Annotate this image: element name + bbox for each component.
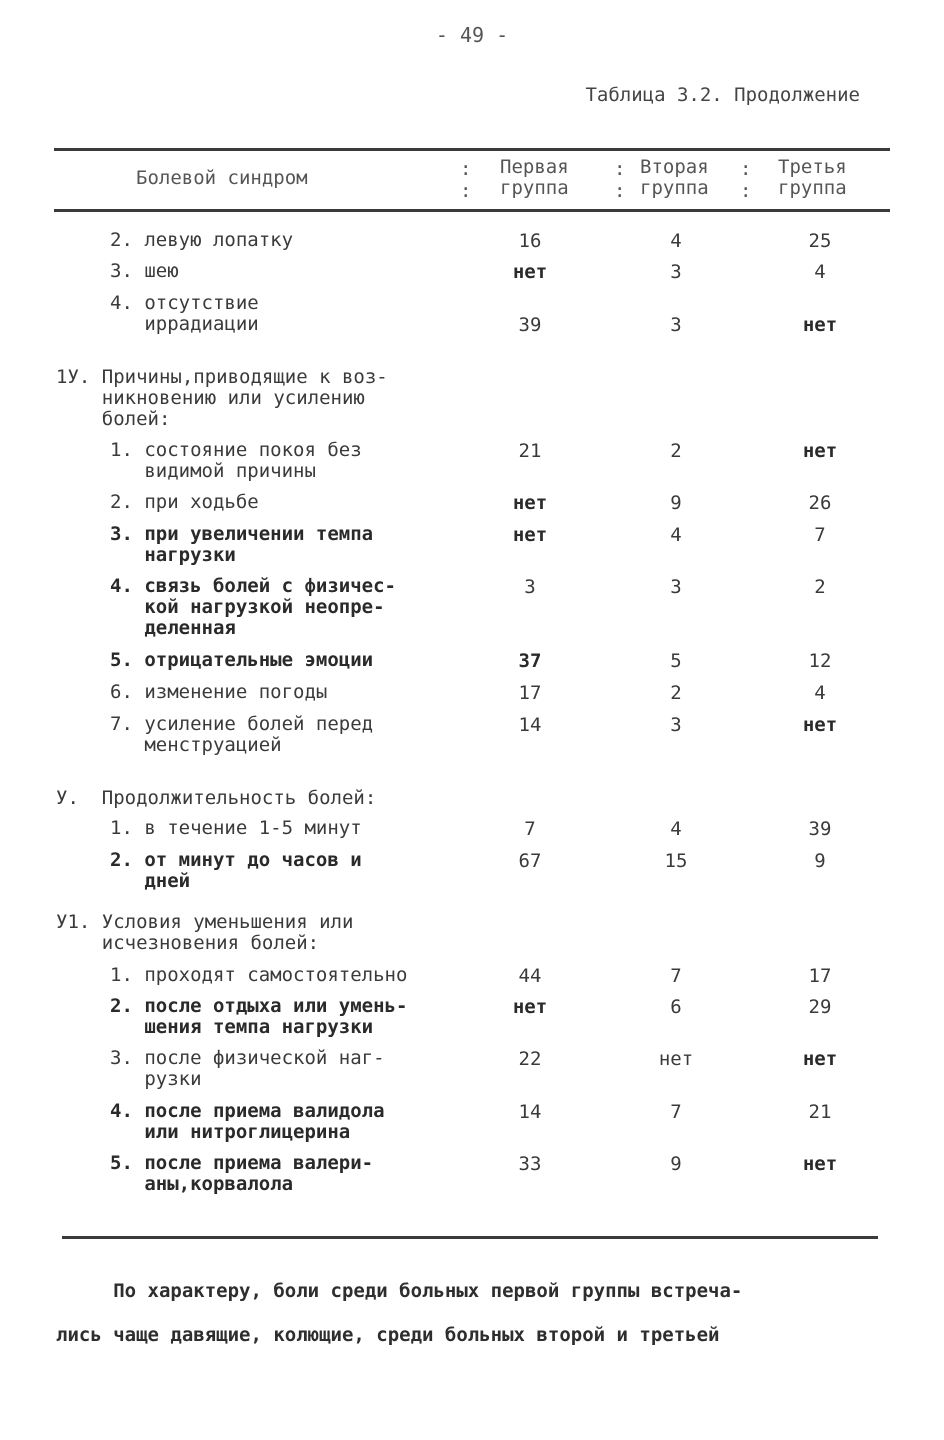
header-col3-line1: Третья [778,156,847,178]
row-label: 3. после физической наг- рузки [110,1047,385,1090]
row-label: 3. при увеличении темпа нагрузки [110,523,374,566]
cell-group3: 9 [814,850,826,872]
header-col1-line2: группа [500,177,569,199]
cell-group1: 21 [518,440,542,462]
row-label: 3. шею [110,260,179,282]
header-col2-line1: Вторая [640,156,709,178]
cell-group3: 4 [814,682,826,704]
cell-group3: 4 [814,261,826,283]
header-colon: : [740,158,752,180]
cell-group1: 17 [518,682,542,704]
cell-group3: нет [802,314,838,336]
cell-group1: 14 [518,1101,542,1123]
cell-group3: нет [802,1153,838,1175]
cell-group2: 4 [670,818,682,840]
cell-group2: 3 [670,576,682,598]
row-label: 1. проходят самостоятельно [110,964,408,986]
header-colon: : [614,158,626,180]
body-paragraph-line: По характеру, боли среди больных первой группы встреча- [56,1280,743,1302]
cell-group1: 22 [518,1048,542,1070]
cell-group1: 16 [518,230,542,252]
cell-group1: 37 [518,650,542,672]
cell-group1: 14 [518,714,542,736]
cell-group2: 2 [670,682,682,704]
page-number: - 49 - [435,23,509,47]
table-caption: Таблица 3.2. Продолжение [585,84,860,106]
header-col1-line1: Первая [500,156,569,178]
cell-group3: 12 [808,650,832,672]
header-colon: : [614,180,626,202]
cell-group1: 7 [524,818,536,840]
header-syndrome: Болевой синдром [136,167,308,189]
header-col3-line2: группа [778,177,847,199]
cell-group2: 4 [670,230,682,252]
cell-group2: 3 [670,261,682,283]
cell-group2: 15 [664,850,688,872]
row-label: 4. связь болей с физичес- кой нагрузкой неопре- деленная [110,575,396,639]
cell-group1: нет [512,492,548,514]
section-label: 1У. Причины,приводящие к воз- никновению или усилению болей: [56,366,388,430]
row-label: 4. отсутствие иррадиации [110,292,259,335]
cell-group2: нет [658,1048,694,1070]
header-colon: : [740,180,752,202]
header-col2-line2: группа [640,177,709,199]
section-label: У1. Условия уменьшения или исчезновения болей: [56,911,354,954]
cell-group1: нет [512,524,548,546]
cell-group1: 39 [518,314,542,336]
cell-group3: 25 [808,230,832,252]
cell-group3: нет [802,440,838,462]
cell-group1: нет [512,261,548,283]
cell-group1: 33 [518,1153,542,1175]
row-label: 7. усиление болей перед менструацией [110,713,374,756]
table-bottom-rule [62,1236,878,1239]
row-label: 5. отрицательные эмоции [110,649,374,671]
cell-group2: 2 [670,440,682,462]
table-top-rule [54,148,890,151]
cell-group2: 3 [670,314,682,336]
cell-group3: нет [802,1048,838,1070]
cell-group3: 26 [808,492,832,514]
row-label: 5. после приема валери- аны,корвалола [110,1152,374,1195]
row-label: 6. изменение погоды [110,681,328,703]
table-header-rule [54,209,890,212]
row-label: 2. после отдыха или умень- шения темпа нагрузки [110,995,408,1038]
cell-group1: нет [512,996,548,1018]
cell-group1: 44 [518,965,542,987]
cell-group2: 9 [670,1153,682,1175]
cell-group2: 6 [670,996,682,1018]
cell-group3: 17 [808,965,832,987]
row-label: 1. в течение 1-5 минут [110,817,362,839]
row-label: 1. состояние покоя без видимой причины [110,439,362,482]
cell-group3: 7 [814,524,826,546]
cell-group3: 2 [814,576,826,598]
cell-group2: 7 [670,965,682,987]
cell-group1: 67 [518,850,542,872]
cell-group3: нет [802,714,838,736]
cell-group2: 3 [670,714,682,736]
cell-group2: 7 [670,1101,682,1123]
header-colon: : [460,180,472,202]
body-paragraph-line: лись чаще давящие, колющие, среди больных второй и третьей [56,1324,720,1346]
section-label: У. Продолжительность болей: [56,787,377,809]
cell-group2: 4 [670,524,682,546]
cell-group3: 39 [808,818,832,840]
row-label: 2. при ходьбе [110,491,259,513]
cell-group3: 21 [808,1101,832,1123]
row-label: 2. от минут до часов и дней [110,849,362,892]
cell-group2: 5 [670,650,682,672]
row-label: 4. после приема валидола или нитроглицерина [110,1100,385,1143]
row-label: 2. левую лопатку [110,229,294,251]
cell-group2: 9 [670,492,682,514]
cell-group3: 29 [808,996,832,1018]
header-colon: : [460,158,472,180]
cell-group1: 3 [524,576,536,598]
